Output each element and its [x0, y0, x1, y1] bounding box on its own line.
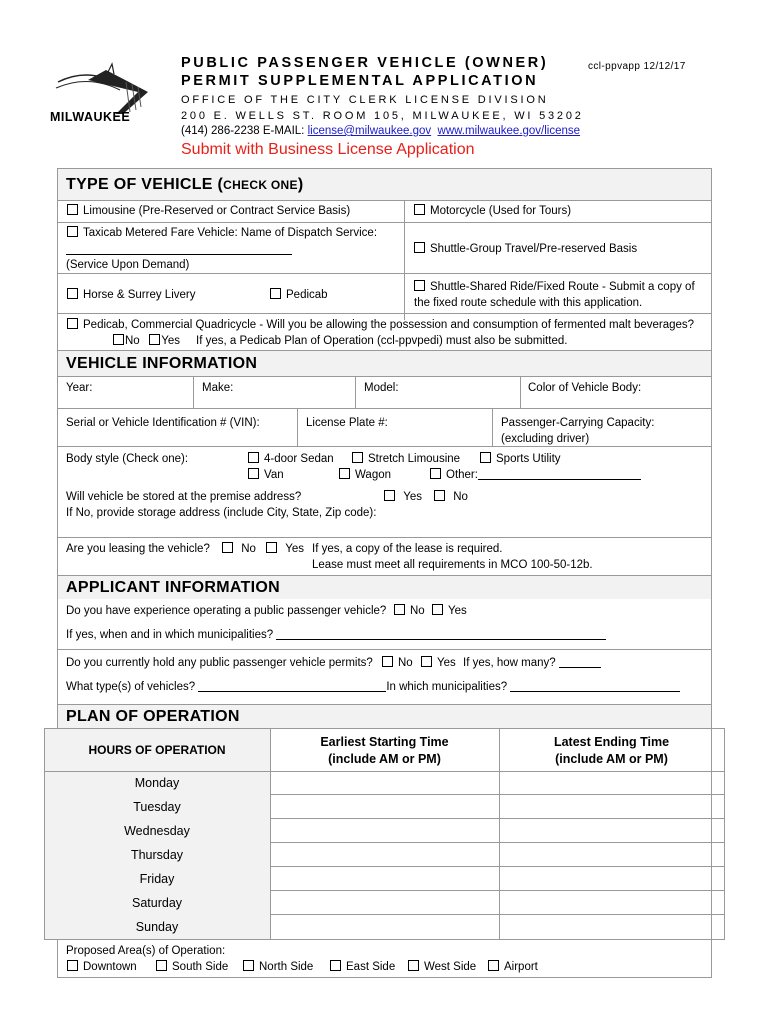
downtown-checkbox[interactable] — [67, 960, 78, 971]
pedicab-checkbox[interactable] — [270, 288, 281, 299]
wagon-checkbox[interactable] — [339, 468, 350, 479]
leasing-question: Are you leasing the vehicle? — [66, 543, 210, 555]
experience-question: Do you have experience operating a public passenger vehicle? — [66, 605, 387, 617]
stored-no[interactable]: No — [434, 490, 468, 504]
taxicab-note: (Service Upon Demand) — [66, 259, 190, 271]
day-label: Saturday — [131, 896, 183, 910]
col-end-header-2: (include AM or PM) — [555, 752, 668, 766]
permits-no[interactable]: No — [382, 656, 413, 670]
website-link[interactable]: www.milwaukee.gov/license — [437, 125, 581, 137]
permits-yes[interactable]: Yes — [421, 656, 456, 670]
shuttle-shared-checkbox[interactable] — [414, 280, 425, 291]
limousine-checkbox[interactable] — [67, 204, 78, 215]
area-north-side[interactable]: North Side — [243, 960, 313, 974]
permits-question: Do you currently hold any public passenger vehicle permits? — [66, 657, 373, 669]
area-south-side[interactable]: South Side — [156, 960, 228, 974]
day-label: Monday — [134, 776, 180, 790]
other-field[interactable] — [478, 468, 641, 480]
quadricycle-yes-checkbox[interactable] — [149, 334, 160, 345]
col-start-header-1: Earliest Starting Time — [320, 735, 449, 749]
stored-question: Will vehicle be stored at the premise address? — [66, 491, 302, 503]
office-name: OFFICE OF THE CITY CLERK LICENSE DIVISION — [181, 94, 549, 106]
airport-checkbox[interactable] — [488, 960, 499, 971]
area-downtown[interactable]: Downtown — [67, 960, 137, 974]
motorcycle-checkbox[interactable] — [414, 204, 425, 215]
how-many-field[interactable] — [559, 656, 601, 668]
col-end-header-1: Latest Ending Time — [553, 735, 670, 749]
submit-note: Submit with Business License Application — [181, 141, 475, 158]
day-label: Thursday — [130, 848, 184, 862]
type-of-vehicle-heading: TYPE OF VEHICLE (CHECK ONE) — [66, 176, 304, 193]
vin-label: Serial or Vehicle Identification # (VIN): — [66, 417, 260, 429]
areas-label: Proposed Area(s) of Operation: — [66, 945, 226, 957]
form-title-line1: PUBLIC PASSENGER VEHICLE (OWNER) — [181, 55, 549, 71]
area-east-side[interactable]: East Side — [330, 960, 395, 974]
body-van[interactable]: Van — [248, 468, 284, 482]
how-many-row: If yes, how many? — [463, 656, 601, 670]
vehicle-types-row: What type(s) of vehicles? In which municipalities? — [66, 680, 680, 694]
option-shuttle-group[interactable]: Shuttle-Group Travel/Pre-reserved Basis — [414, 242, 637, 256]
model-label: Model: — [364, 382, 399, 394]
east-side-checkbox[interactable] — [330, 960, 341, 971]
email-link[interactable]: license@milwaukee.gov — [307, 125, 432, 137]
experience-yes-checkbox[interactable] — [432, 604, 443, 615]
day-label: Tuesday — [133, 800, 181, 814]
quadricycle-checkbox[interactable] — [67, 318, 78, 329]
experience-no[interactable]: No — [394, 604, 425, 618]
experience-yes[interactable]: Yes — [432, 604, 467, 618]
quadricycle-note: If yes, a Pedicab Plan of Operation (ccl-ppvpedi) must also be submitted. — [196, 335, 568, 347]
contact-line — [181, 124, 580, 138]
area-airport[interactable]: Airport — [488, 960, 538, 974]
option-limousine[interactable]: Limousine (Pre-Reserved or Contract Service Basis) — [67, 204, 350, 218]
option-motorcycle[interactable]: Motorcycle (Used for Tours) — [414, 204, 571, 218]
quadricycle-answer: No Yes If yes, a Pedicab Plan of Operation (ccl-ppvpedi) must also be submitted. — [113, 334, 567, 348]
municipalities-row: If yes, when and in which municipalities? — [66, 628, 606, 642]
leasing-no-checkbox[interactable] — [222, 542, 233, 553]
option-taxicab[interactable]: Taxicab Metered Fare Vehicle: Name of Dispatch Service: — [67, 226, 377, 240]
shuttle-shared-note: the fixed route schedule with this application. — [414, 297, 643, 309]
capacity-note: (excluding driver) — [501, 433, 590, 445]
taxicab-checkbox[interactable] — [67, 226, 78, 237]
body-other[interactable]: Other: — [430, 468, 641, 482]
south-side-checkbox[interactable] — [156, 960, 167, 971]
quadricycle-no-checkbox[interactable] — [113, 334, 124, 345]
col-start-header-2: (include AM or PM) — [328, 752, 441, 766]
option-shuttle-shared[interactable]: Shuttle-Shared Ride/Fixed Route - Submit a copy of — [414, 280, 695, 294]
plate-label: License Plate #: — [306, 417, 388, 429]
permits-yes-checkbox[interactable] — [421, 656, 432, 667]
form-bottom-border — [57, 977, 712, 978]
day-label: Wednesday — [124, 824, 190, 838]
experience-no-checkbox[interactable] — [394, 604, 405, 615]
horse-surrey-checkbox[interactable] — [67, 288, 78, 299]
lease-note-1: If yes, a copy of the lease is required. — [312, 543, 503, 555]
form-title-line2: PERMIT SUPPLEMENTAL APPLICATION — [181, 73, 539, 89]
option-pedicab[interactable]: Pedicab — [270, 288, 328, 302]
in-which-field[interactable] — [510, 680, 680, 692]
milwaukee-logo — [48, 62, 178, 132]
day-label: Sunday — [135, 920, 179, 934]
option-horse-surrey[interactable]: Horse & Surrey Livery — [67, 288, 195, 302]
permits-no-checkbox[interactable] — [382, 656, 393, 667]
stored-yes-checkbox[interactable] — [384, 490, 395, 501]
vehicle-types-field[interactable] — [198, 680, 386, 692]
applicant-info-heading: APPLICANT INFORMATION — [66, 579, 280, 596]
body-suv[interactable]: Sports Utility — [480, 452, 561, 466]
body-sedan[interactable]: 4-door Sedan — [248, 452, 334, 466]
year-label: Year: — [66, 382, 93, 394]
day-label: Friday — [139, 872, 175, 886]
option-quadricycle[interactable]: Pedicab, Commercial Quadricycle - Will you be allowing the possession and consumption of fermented malt beverages? — [67, 318, 694, 332]
other-checkbox[interactable] — [430, 468, 441, 479]
leasing-yes-checkbox[interactable] — [266, 542, 277, 553]
vehicle-info-heading: VEHICLE INFORMATION — [66, 355, 258, 372]
storage-address-label: If No, provide storage address (include City, State, Zip code): — [66, 507, 377, 519]
stored-no-checkbox[interactable] — [434, 490, 445, 501]
body-style-label: Body style (Check one): — [66, 453, 189, 465]
form-code: ccl-ppvapp 12/12/17 — [588, 61, 686, 72]
plan-heading: PLAN OF OPERATION — [66, 708, 240, 725]
office-address: 200 E. WELLS ST. ROOM 105, MILWAUKEE, WI 53202 — [181, 110, 584, 122]
logo-text: MILWAUKEE — [50, 110, 131, 124]
make-label: Make: — [202, 382, 234, 394]
form-right-border — [711, 168, 712, 978]
body-stretch[interactable]: Stretch Limousine — [352, 452, 460, 466]
dispatch-service-field[interactable] — [66, 243, 292, 255]
capacity-label: Passenger-Carrying Capacity: — [501, 417, 655, 429]
sedan-checkbox[interactable] — [248, 452, 259, 463]
stretch-checkbox[interactable] — [352, 452, 363, 463]
shuttle-group-checkbox[interactable] — [414, 242, 425, 253]
color-label: Color of Vehicle Body: — [528, 382, 642, 394]
north-side-checkbox[interactable] — [243, 960, 254, 971]
leasing-yes[interactable]: Yes — [266, 542, 304, 556]
municipalities-field[interactable] — [276, 628, 606, 640]
lease-note-2: Lease must meet all requirements in MCO 100-50-12b. — [312, 559, 593, 571]
stored-yes[interactable]: Yes — [384, 490, 422, 504]
leasing-no[interactable]: No — [222, 542, 256, 556]
phone-email-label: (414) 286-2238 E-MAIL: — [181, 125, 308, 137]
west-side-checkbox[interactable] — [408, 960, 419, 971]
body-wagon[interactable]: Wagon — [339, 468, 391, 482]
suv-checkbox[interactable] — [480, 452, 491, 463]
van-checkbox[interactable] — [248, 468, 259, 479]
col-hours-header: HOURS OF OPERATION — [88, 743, 226, 757]
area-west-side[interactable]: West Side — [408, 960, 476, 974]
